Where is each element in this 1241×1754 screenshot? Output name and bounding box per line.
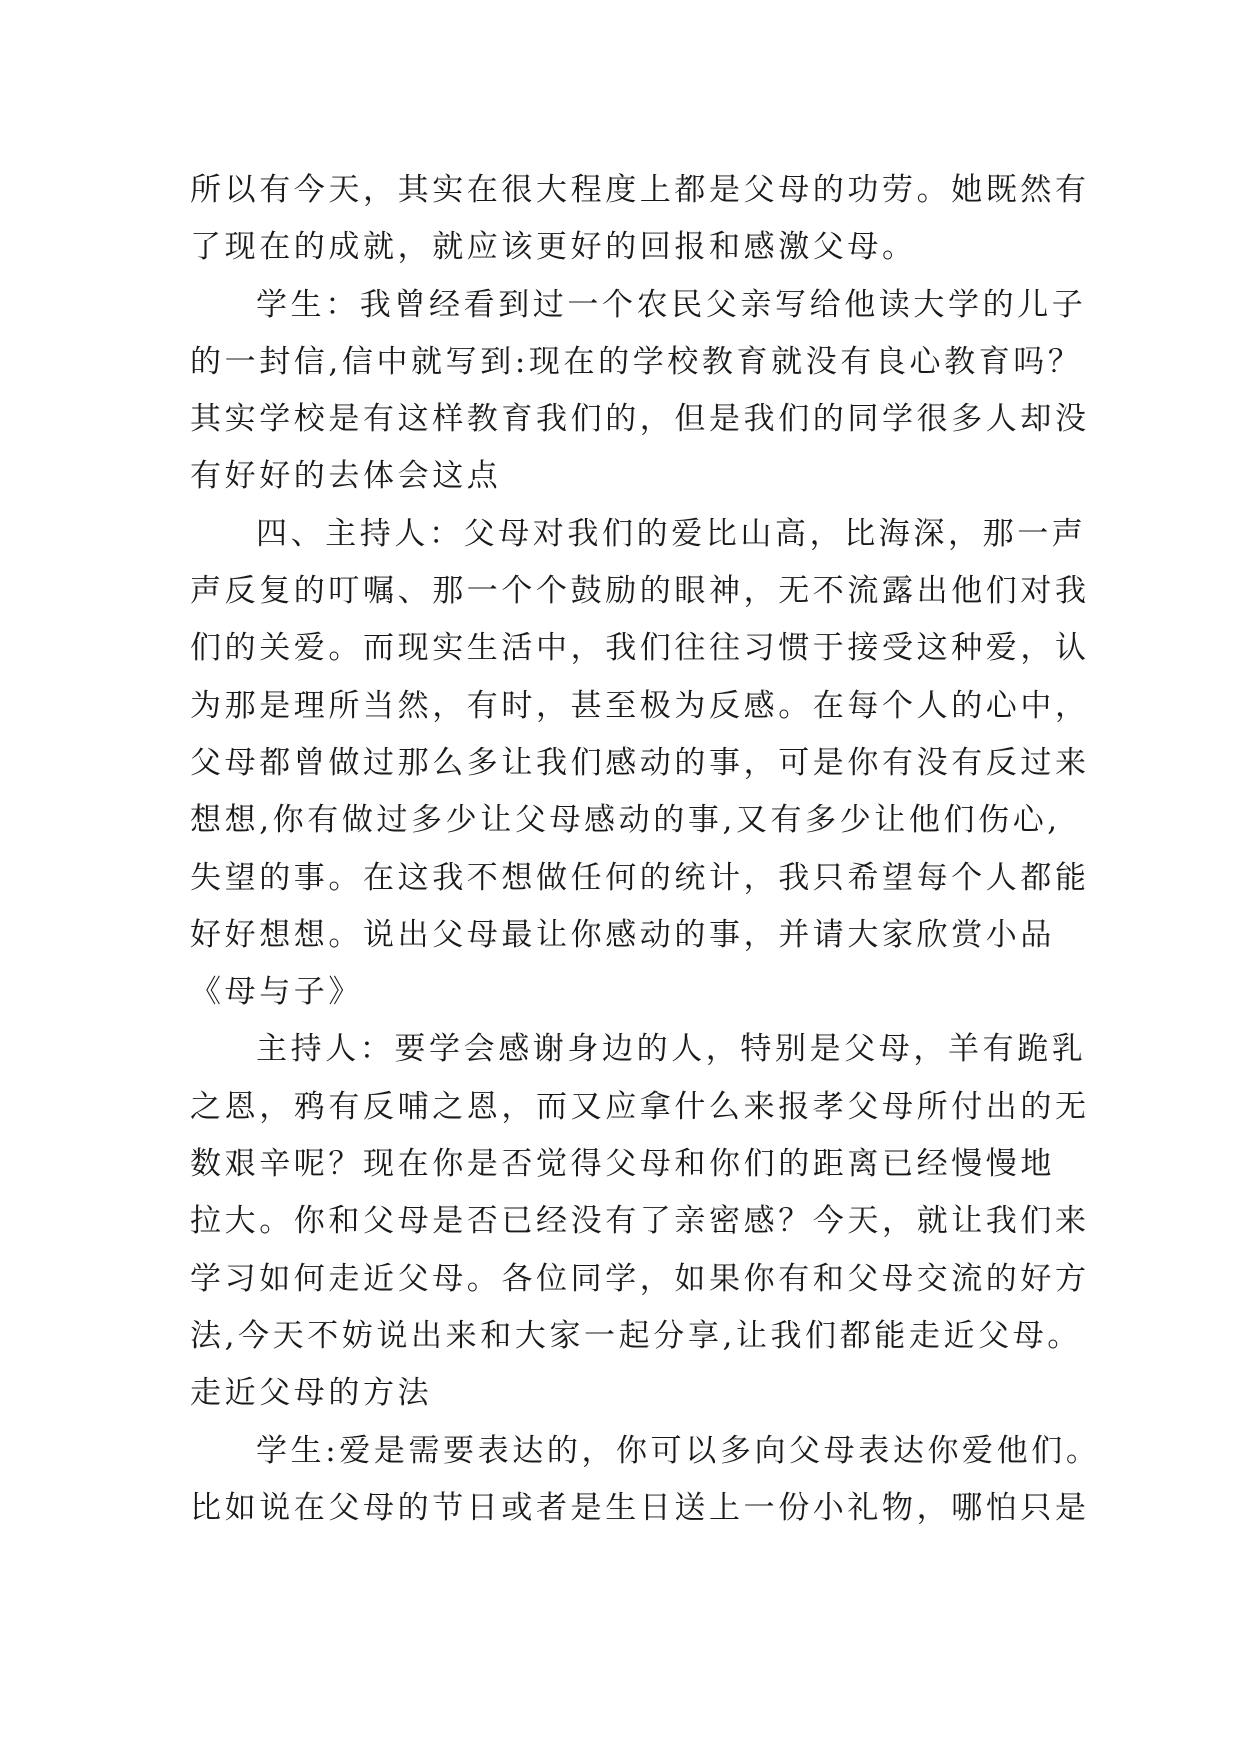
text-line: 声反复的叮嘱、那一个个鼓励的眼神，无不流露出他们对我 <box>190 573 1090 610</box>
text-line: 所以有今天，其实在很大程度上都是父母的功劳。她既然有 <box>190 172 1090 208</box>
text-line: 其实学校是有这样教育我们的，但是我们的同学很多人却没 <box>190 401 1090 438</box>
text-line: 父母都曾做过那么多让我们感动的事，可是你有没有反过来 <box>190 744 1090 781</box>
text-line: 有好好的去体会这点 <box>190 458 502 495</box>
text-line: 学习如何走近父母。各位同学，如果你有和父母交流的好方 <box>190 1260 1090 1297</box>
text-line: 好好想想。说出父母最让你感动的事，并请大家欣赏小品 <box>190 916 1055 953</box>
text-line: 法,今天不妨说出来和大家一起分享,让我们都能走近父母。 <box>190 1317 1082 1354</box>
text-line: 学生:爱是需要表达的，你可以多向父母表达你爱他们。 <box>256 1432 1101 1469</box>
text-line: 数艰辛呢？现在你是否觉得父母和你们的距离已经慢慢地 <box>190 1146 1055 1183</box>
text-line: 为那是理所当然，有时，甚至极为反感。在每个人的心中， <box>190 687 1090 724</box>
text-line: 们的关爱。而现实生活中，我们往往习惯于接受这种爱，认 <box>190 630 1090 667</box>
text-line: 的一封信,信中就写到:现在的学校教育就没有良心教育吗？ <box>190 343 1083 380</box>
text-line: 失望的事。在这我不想做任何的统计，我只希望每个人都能 <box>190 859 1090 896</box>
text-line: 之恩，鸦有反哺之恩，而又应拿什么来报孝父母所付出的无 <box>190 1088 1090 1125</box>
text-line: 走近父母的方法 <box>190 1375 433 1412</box>
text-line: 学生：我曾经看到过一个农民父亲写给他读大学的儿子 <box>256 286 1087 323</box>
text-line: 主持人：要学会感谢身边的人，特别是父母，羊有跪乳 <box>256 1031 1087 1068</box>
text-line: 拉大。你和父母是否已经没有了亲密感？今天，就让我们来 <box>190 1203 1090 1240</box>
text-line: 了现在的成就，就应该更好的回报和感激父母。 <box>190 229 917 266</box>
text-line: 《母与子》 <box>190 974 363 1011</box>
text-line: 比如说在父母的节日或者是生日送上一份小礼物，哪怕只是 <box>190 1489 1090 1526</box>
text-line: 四、主持人：父母对我们的爱比山高，比海深，那一声 <box>256 515 1087 552</box>
text-line: 想想,你有做过多少让父母感动的事,又有多少让他们伤心, <box>190 802 1061 839</box>
body-text <box>190 162 1101 1537</box>
